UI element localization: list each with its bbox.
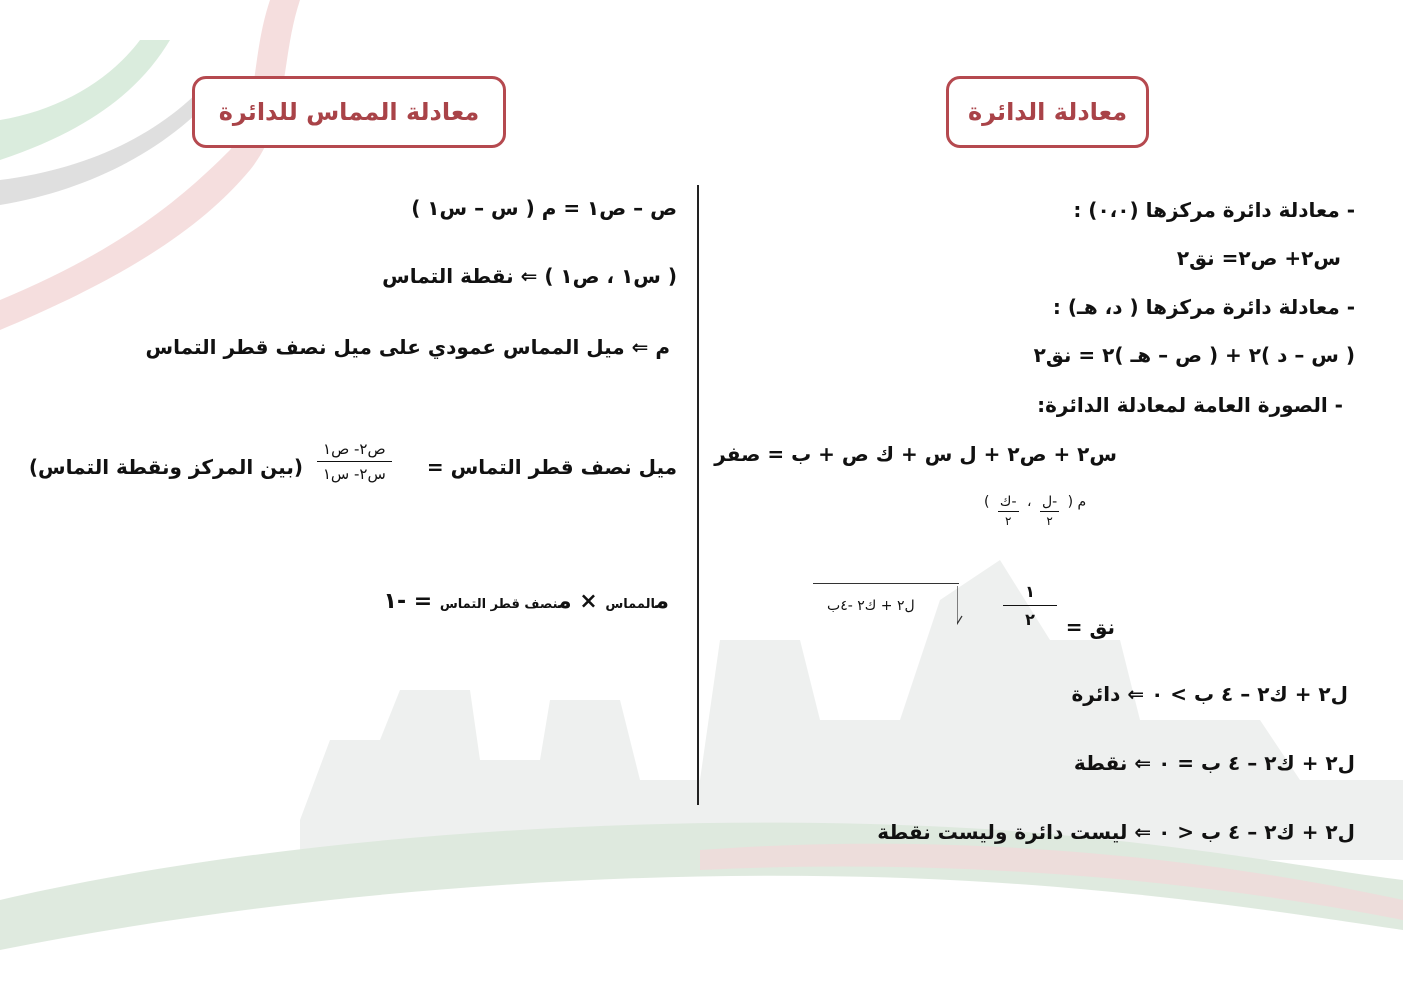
condition-none: ل٢ + ك٢ – ٤ ب < ٠ ⇐ ليست دائرة وليست نقطة (877, 820, 1355, 844)
tangent-equation-title-box (192, 76, 506, 148)
slope-note: م ⇐ ميل المماس عمودي على ميل نصف قطر التماس (145, 335, 670, 359)
radius-half-fraction (1003, 582, 1057, 629)
circle-center-equation: ( س – د )٢ + ( ص – هـ )٢ = نق٢ (1033, 343, 1355, 367)
radicand: ل٢ + ك٢ -٤ب (827, 598, 915, 614)
center-y-numerator: -ك (999, 494, 1017, 510)
radical-sign (957, 586, 969, 626)
tangent-equation-title: معادلة المماس للدائرة (218, 98, 480, 126)
m-tangent: م (655, 589, 669, 614)
condition-circle: ل٢ + ك٢ – ٤ ب > ٠ ⇐ دائرة (1071, 682, 1348, 706)
circle-equation-title: معادلة الدائرة (967, 98, 1128, 126)
circle-origin-equation: س٢+ ص٢= نق٢ (1176, 246, 1341, 270)
slope-denominator: س٢- س١ (322, 465, 386, 483)
radius-label: نق = (1065, 615, 1115, 639)
slope-numerator: ص٢- ص١ (317, 440, 392, 462)
product-rhs: = -١ (383, 589, 433, 614)
radius-slope-label: ميل نصف قطر التماس = (426, 455, 677, 479)
tangent-equation: ص – ص١ = م ( س – س١ ) (411, 196, 677, 220)
circle-center-label: - معادلة دائرة مركزها ( د، هـ) : (1052, 295, 1355, 319)
condition-point: ل٢ + ك٢ – ٤ ب = ٠ ⇐ نقطة (1073, 751, 1355, 775)
center-x-fraction (1040, 494, 1059, 528)
circle-origin-label: - معادلة دائرة مركزها (٠،٠) : (1073, 198, 1355, 222)
center-formula (984, 494, 1086, 528)
general-form-label: - الصورة العامة لمعادلة الدائرة: (1037, 393, 1343, 417)
column-divider (697, 185, 699, 805)
radius-slope-note: (بين المركز ونقطة التماس) (28, 455, 303, 479)
center-comma: ، (1026, 494, 1032, 510)
half-numerator: ١ (1003, 582, 1057, 606)
perpendicular-product (384, 590, 669, 614)
center-suffix: ) (984, 494, 990, 510)
circle-equation-title-box (946, 76, 1149, 148)
general-form-equation: س٢ + ص٢ + ل س + ك ص + ب = صفر (714, 442, 1117, 466)
m-radius-subscript: نصف قطر التماس (439, 597, 558, 612)
center-x-denominator: ٢ (1046, 514, 1053, 528)
radius-slope-fraction (317, 440, 392, 483)
m-tangent-subscript: المماس (605, 597, 656, 612)
center-x-numerator: -ل (1041, 494, 1058, 510)
half-denominator: ٢ (1025, 610, 1035, 629)
center-y-fraction (998, 494, 1019, 528)
center-y-denominator: ٢ (1005, 514, 1012, 528)
center-prefix: م ( (1067, 494, 1087, 510)
m-radius: م (557, 589, 572, 614)
times-sign: × (579, 589, 598, 614)
tangent-point-note: ( س١ ، ص١ ) ⇐ نقطة التماس (382, 264, 677, 288)
radius-square-root (813, 583, 959, 626)
